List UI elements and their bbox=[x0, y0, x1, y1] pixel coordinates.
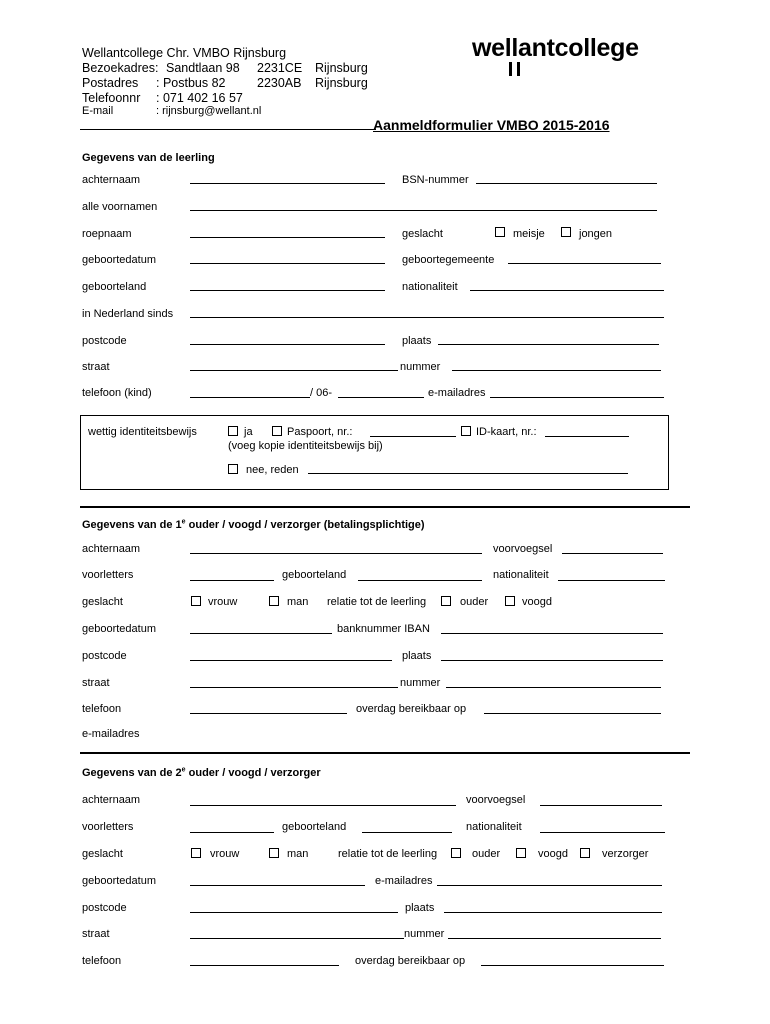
heading-sup: e bbox=[181, 518, 186, 526]
label-achternaam: achternaam bbox=[82, 174, 141, 186]
label-meisje: meisje bbox=[513, 228, 545, 240]
heading-text: Gegevens van de 2 bbox=[82, 767, 182, 779]
post-city: Rijnsburg bbox=[315, 76, 368, 90]
p2-label-bereikbaar: overdag bereikbaar op bbox=[355, 955, 466, 967]
label-mobiel: / 06- bbox=[310, 387, 333, 399]
field-straat[interactable] bbox=[190, 370, 398, 371]
heading-sup: e bbox=[181, 766, 186, 774]
visit-city: Rijnsburg bbox=[315, 61, 368, 75]
checkbox-jongen[interactable] bbox=[561, 227, 571, 237]
p1-field-achternaam[interactable] bbox=[190, 553, 482, 554]
label-bsn: BSN-nummer bbox=[402, 174, 469, 186]
form-title: Aanmeldformulier VMBO 2015-2016 bbox=[373, 117, 610, 133]
visit-label: Bezoekadres: bbox=[82, 61, 159, 75]
p2-checkbox-ouder[interactable] bbox=[451, 848, 461, 858]
label-paspoort: Paspoort, nr.: bbox=[287, 426, 353, 438]
heading-text: ouder / voogd / verzorger bbox=[185, 767, 321, 779]
p2-field-bereikbaar[interactable] bbox=[481, 965, 664, 966]
p2-label-man: man bbox=[287, 848, 309, 860]
visit-zip: 2231CE bbox=[257, 61, 303, 75]
p1-label-straat: straat bbox=[82, 677, 110, 689]
heading-text: Gegevens van de 1 bbox=[82, 519, 182, 531]
field-nl-sinds[interactable] bbox=[190, 317, 664, 318]
p1-label-postcode: postcode bbox=[82, 650, 127, 662]
section-divider bbox=[80, 752, 690, 754]
p2-label-achternaam: achternaam bbox=[82, 794, 141, 806]
label-email: e-mailadres bbox=[428, 387, 486, 399]
post-zip: 2230AB bbox=[257, 76, 302, 90]
section-heading-parent2 bbox=[82, 767, 321, 779]
p1-label-plaats: plaats bbox=[402, 650, 432, 662]
logo-mark bbox=[517, 62, 520, 76]
field-reden[interactable] bbox=[308, 473, 628, 474]
post-label: Postadres bbox=[82, 76, 139, 90]
p1-label-nationaliteit: nationaliteit bbox=[493, 569, 549, 581]
p1-field-geboorteland[interactable] bbox=[358, 580, 482, 581]
label-identiteitsbewijs: wettig identiteitsbewijs bbox=[88, 426, 197, 438]
p1-label-voorvoegsel: voorvoegsel bbox=[493, 543, 553, 555]
label-plaats: plaats bbox=[402, 335, 432, 347]
checkbox-meisje[interactable] bbox=[495, 227, 505, 237]
p1-label-man: man bbox=[287, 596, 309, 608]
p1-field-plaats[interactable] bbox=[441, 660, 663, 661]
field-achternaam[interactable] bbox=[190, 183, 385, 184]
field-mobiel[interactable] bbox=[338, 397, 424, 398]
label-idkaart: ID-kaart, nr.: bbox=[476, 426, 537, 438]
p2-field-email[interactable] bbox=[437, 885, 662, 886]
p2-field-straat[interactable] bbox=[190, 938, 404, 939]
p1-field-postcode[interactable] bbox=[190, 660, 392, 661]
p2-label-geboortedatum: geboortedatum bbox=[82, 875, 156, 887]
p2-label-vrouw: vrouw bbox=[210, 848, 240, 860]
header-rule bbox=[80, 129, 376, 130]
p1-label-vrouw: vrouw bbox=[208, 596, 238, 608]
p1-field-voorletters[interactable] bbox=[190, 580, 274, 581]
p2-checkbox-voogd[interactable] bbox=[516, 848, 526, 858]
logo-mark bbox=[509, 62, 512, 76]
p2-field-postcode[interactable] bbox=[190, 912, 398, 913]
label-telefoon: telefoon (kind) bbox=[82, 387, 152, 399]
label-nationaliteit: nationaliteit bbox=[402, 281, 458, 293]
p2-label-relatie: relatie tot de leerling bbox=[338, 848, 438, 860]
p2-label-voorletters: voorletters bbox=[82, 821, 134, 833]
p1-field-telefoon[interactable] bbox=[190, 713, 347, 714]
label-voornamen: alle voornamen bbox=[82, 201, 158, 213]
p1-field-nationaliteit[interactable] bbox=[558, 580, 665, 581]
field-voornamen[interactable] bbox=[190, 210, 657, 211]
p2-field-achternaam[interactable] bbox=[190, 805, 456, 806]
checkbox-idkaart[interactable] bbox=[461, 426, 471, 436]
p2-label-postcode: postcode bbox=[82, 902, 127, 914]
p2-label-verzorger: verzorger bbox=[602, 848, 649, 860]
p2-label-plaats: plaats bbox=[405, 902, 435, 914]
p1-field-bereikbaar[interactable] bbox=[484, 713, 661, 714]
label-jongen: jongen bbox=[579, 228, 613, 240]
p1-checkbox-ouder[interactable] bbox=[441, 596, 451, 606]
heading-text: ouder / voogd / verzorger (betalingsplichtige) bbox=[185, 519, 425, 531]
field-nationaliteit[interactable] bbox=[470, 290, 664, 291]
p2-label-straat: straat bbox=[82, 928, 110, 940]
checkbox-paspoort[interactable] bbox=[272, 426, 282, 436]
p2-field-nummer[interactable] bbox=[448, 938, 661, 939]
p2-label-voogd: voogd bbox=[538, 848, 568, 860]
section-heading-student: Gegevens van de leerling bbox=[82, 152, 215, 164]
p2-field-voorvoegsel[interactable] bbox=[540, 805, 662, 806]
label-straat: straat bbox=[82, 361, 110, 373]
p2-label-geboorteland: geboorteland bbox=[282, 821, 347, 833]
phone-label: Telefoonnr bbox=[82, 91, 141, 105]
p2-label-geslacht: geslacht bbox=[82, 848, 123, 860]
p2-label-ouder: ouder bbox=[472, 848, 501, 860]
p2-field-geboorteland[interactable] bbox=[362, 832, 452, 833]
p1-label-telefoon: telefoon bbox=[82, 703, 122, 715]
p2-checkbox-vrouw[interactable] bbox=[191, 848, 201, 858]
email-label: E-mail bbox=[82, 105, 114, 117]
post-box: : Postbus 82 bbox=[156, 76, 226, 90]
p1-label-achternaam: achternaam bbox=[82, 543, 141, 555]
p2-field-geboortedatum[interactable] bbox=[190, 885, 365, 886]
label-nummer: nummer bbox=[400, 361, 441, 373]
field-email[interactable] bbox=[490, 397, 664, 398]
p1-field-voorvoegsel[interactable] bbox=[562, 553, 663, 554]
label-ja: ja bbox=[244, 426, 253, 438]
p2-checkbox-verzorger[interactable] bbox=[580, 848, 590, 858]
field-postcode[interactable] bbox=[190, 344, 385, 345]
label-geslacht: geslacht bbox=[402, 228, 443, 240]
p2-field-telefoon[interactable] bbox=[190, 965, 339, 966]
p2-field-nationaliteit[interactable] bbox=[540, 832, 665, 833]
p2-label-voorvoegsel: voorvoegsel bbox=[466, 794, 526, 806]
p2-label-email: e-mailadres bbox=[375, 875, 433, 887]
field-geboortegemeente[interactable] bbox=[508, 263, 661, 264]
field-geboortedatum[interactable] bbox=[190, 263, 385, 264]
p1-label-voogd: voogd bbox=[522, 596, 552, 608]
p1-checkbox-vrouw[interactable] bbox=[191, 596, 201, 606]
field-plaats[interactable] bbox=[438, 344, 659, 345]
section-divider bbox=[80, 506, 690, 508]
p1-label-geboortedatum: geboortedatum bbox=[82, 623, 156, 635]
p1-field-nummer[interactable] bbox=[446, 687, 661, 688]
field-bsn[interactable] bbox=[476, 183, 657, 184]
p1-field-straat[interactable] bbox=[190, 687, 398, 688]
label-geboorteland: geboorteland bbox=[82, 281, 147, 293]
p1-field-iban[interactable] bbox=[441, 633, 663, 634]
p1-label-geslacht: geslacht bbox=[82, 596, 123, 608]
p2-label-nummer: nummer bbox=[404, 928, 445, 940]
phone-value: : 071 402 16 57 bbox=[156, 91, 243, 105]
p2-label-nationaliteit: nationaliteit bbox=[466, 821, 522, 833]
p1-label-iban: banknummer IBAN bbox=[337, 623, 430, 635]
section-heading-parent1 bbox=[82, 519, 425, 531]
checkbox-ja[interactable] bbox=[228, 426, 238, 436]
p1-label-bereikbaar: overdag bereikbaar op bbox=[356, 703, 467, 715]
p1-checkbox-man[interactable] bbox=[269, 596, 279, 606]
school-name: Wellantcollege Chr. VMBO Rijnsburg bbox=[82, 46, 287, 60]
field-idkaart-nr[interactable] bbox=[545, 436, 629, 437]
p1-label-nummer: nummer bbox=[400, 677, 441, 689]
visit-street: Sandtlaan 98 bbox=[166, 61, 240, 75]
p2-label-telefoon: telefoon bbox=[82, 955, 122, 967]
label-nee: nee, reden bbox=[246, 464, 299, 476]
label-geboortedatum: geboortedatum bbox=[82, 254, 156, 266]
email-value: : rijnsburg@wellant.nl bbox=[156, 105, 262, 117]
checkbox-nee[interactable] bbox=[228, 464, 238, 474]
logo-wordmark: wellantcollege bbox=[472, 34, 639, 62]
field-roepnaam[interactable] bbox=[190, 237, 385, 238]
field-paspoort-nr[interactable] bbox=[370, 436, 456, 437]
p1-label-ouder: ouder bbox=[460, 596, 489, 608]
p2-checkbox-man[interactable] bbox=[269, 848, 279, 858]
p1-label-email: e-mailadres bbox=[82, 728, 140, 740]
label-postcode: postcode bbox=[82, 335, 127, 347]
label-geboortegemeente: geboortegemeente bbox=[402, 254, 495, 266]
field-geboorteland[interactable] bbox=[190, 290, 385, 291]
label-roepnaam: roepnaam bbox=[82, 228, 132, 240]
id-note: (voeg kopie identiteitsbewijs bij) bbox=[228, 440, 383, 452]
p2-field-voorletters[interactable] bbox=[190, 832, 274, 833]
label-nl-sinds: in Nederland sinds bbox=[82, 308, 174, 320]
p2-field-plaats[interactable] bbox=[444, 912, 662, 913]
p1-label-voorletters: voorletters bbox=[82, 569, 134, 581]
field-nummer[interactable] bbox=[452, 370, 661, 371]
field-telefoon[interactable] bbox=[190, 397, 310, 398]
p1-checkbox-voogd[interactable] bbox=[505, 596, 515, 606]
p1-field-geboortedatum[interactable] bbox=[190, 633, 332, 634]
p1-label-geboorteland: geboorteland bbox=[282, 569, 347, 581]
p1-label-relatie: relatie tot de leerling bbox=[327, 596, 427, 608]
